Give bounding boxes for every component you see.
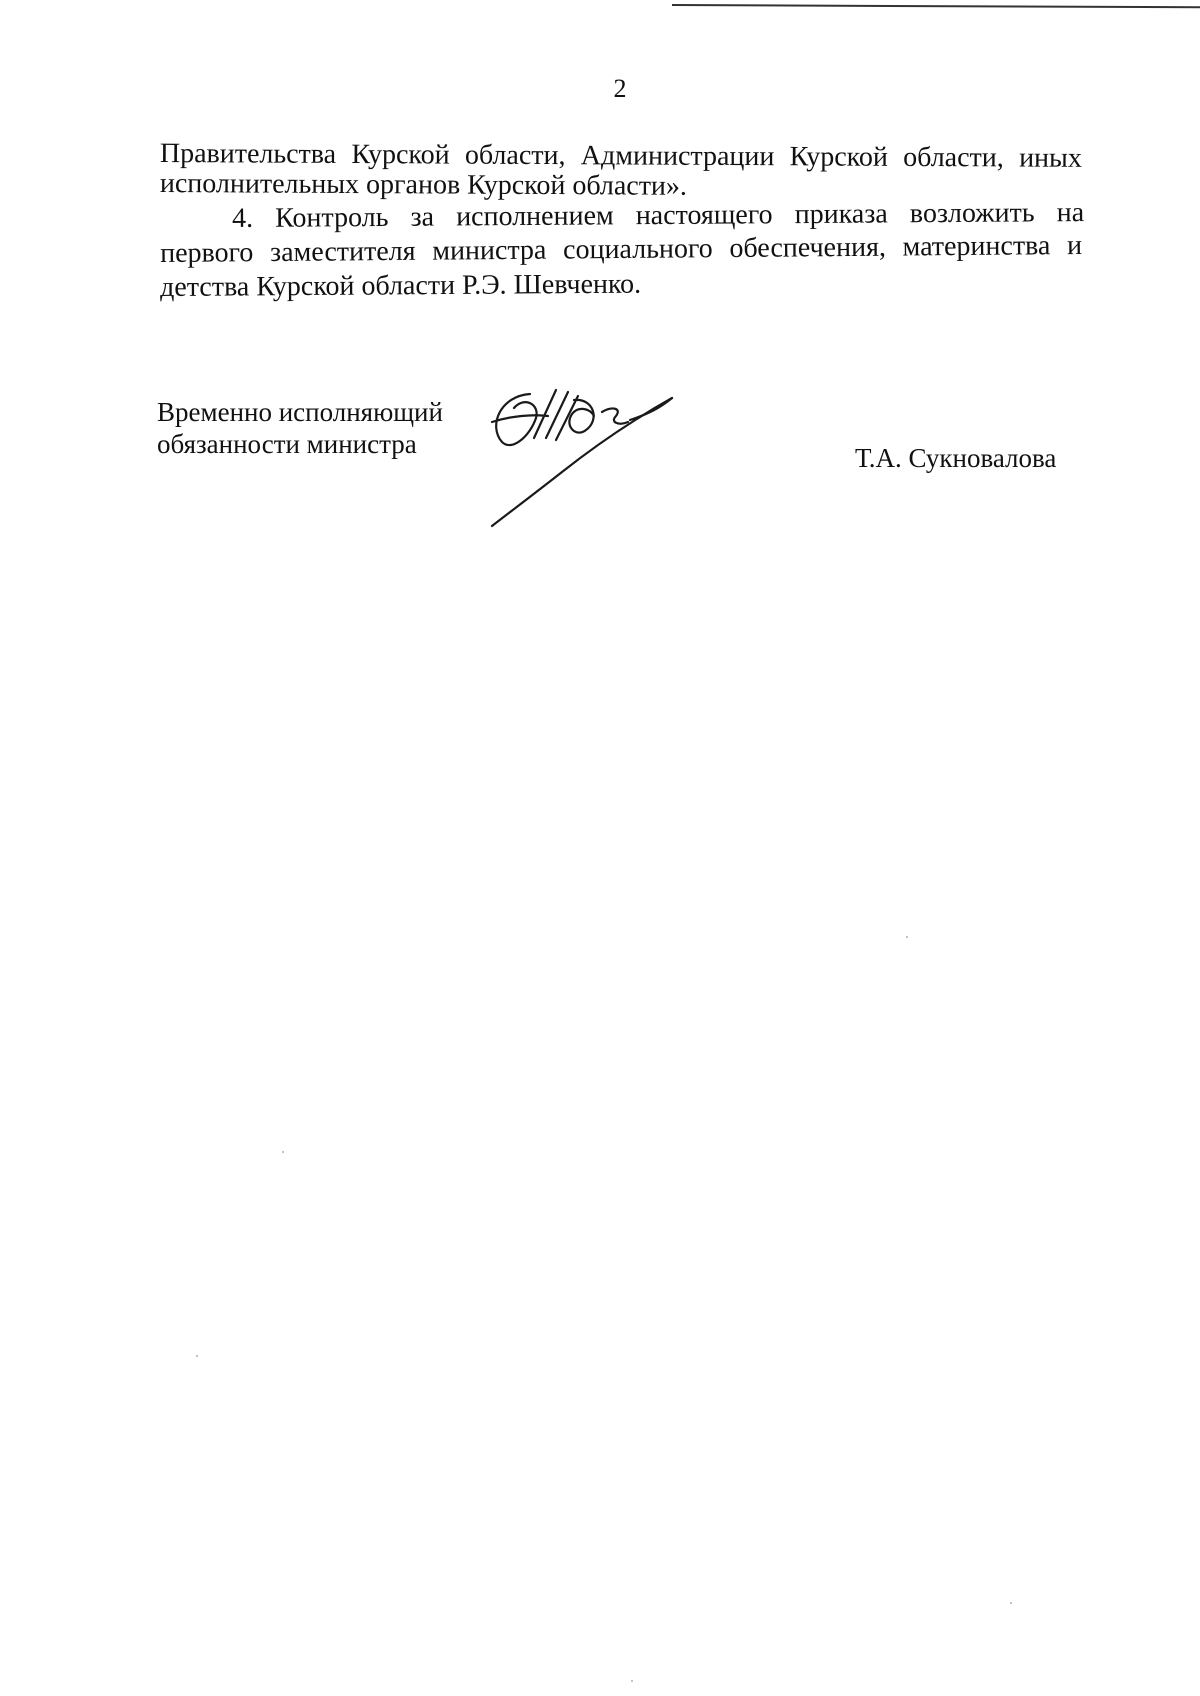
signer-position-line-1: Временно исполняющий [157,397,443,427]
scan-speck [631,1680,633,1682]
scan-edge-line [672,4,1200,8]
signer-position-line-2: обязанности министра [157,429,417,459]
signature-stroke [492,415,548,422]
scan-speck [906,936,908,938]
scan-speck [1010,1602,1012,1604]
scan-speck [282,1151,284,1153]
scan-speck [196,1355,198,1357]
signer-name: Т.А. Сукновалова [855,443,1057,473]
handwritten-signature [490,386,730,558]
body-line-1: Правительства Курской области, Администрации Курской области, иных [159,138,1082,174]
signer-position [157,396,443,460]
body-line-4: первого заместителя министра социального обеспечения, материнства и [160,229,1083,269]
body-line-5: детства Курской области Р.Э. Шевченко. [160,268,642,303]
signature-stroke [602,409,628,424]
page-number: 2 [613,74,627,103]
body-line-2: исполнительных органов Курской области». [159,168,688,202]
body-line-3-paragraph-4: 4. Контроль за исполнением настоящего приказа возложить на [232,197,1085,234]
